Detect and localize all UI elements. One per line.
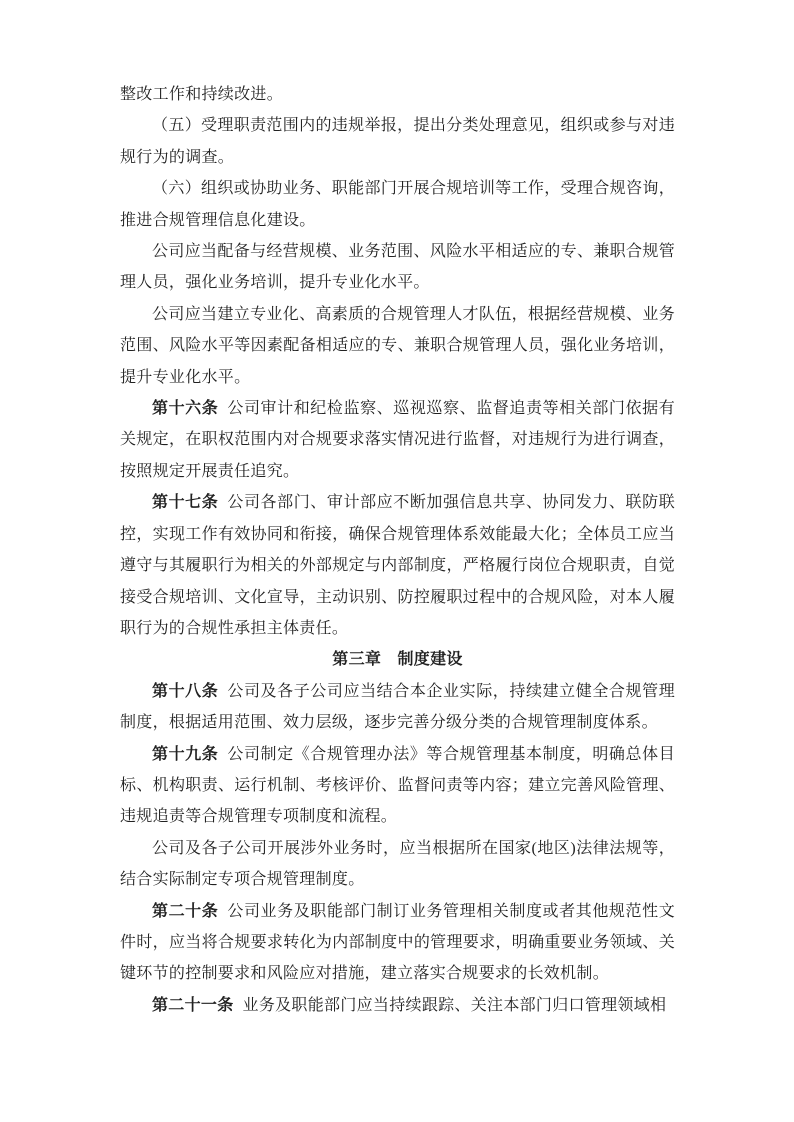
article-number: 第二十条 [152,902,219,920]
body-paragraph [120,833,675,896]
paragraph-text: 公司各部门、审计部应不断加强信息共享、协同发力、联防联控，实现工作有效协同和衔接，确保合规管理体系效能最大化；全体员工应当遵守与其履职行为相关的外部规定与内部制度，严格履行岗位合规职责，自觉接受合规培训、文化宣导，主动识别、防控履职过程中的合规风险，对本人履职行为的合规性承担主体责任。 [120,494,675,637]
chapter-heading [120,644,675,675]
body-paragraph [120,299,675,393]
body-paragraph [120,173,675,236]
article-paragraph [120,739,675,833]
paragraph-text: 公司制定《合规管理办法》等合规管理基本制度，明确总体目标、机构职责、运行机制、考核评价、监督问责等内容；建立完善风险管理、违规追责等合规管理专项制度和流程。 [120,745,675,826]
paragraph-text: 公司审计和纪检监察、巡视巡察、监督追责等相关部门依据有关规定，在职权范围内对合规要求落实情况进行监督，对违规行为进行调查，按照规定开展责任追究。 [120,400,675,480]
paragraph-text: 第三章 制度建设 [332,651,463,669]
paragraph-text: 公司应当配备与经营规模、业务范围、风险水平相适应的专、兼职合规管理人员，强化业务培训，提升专业化水平。 [120,243,675,292]
paragraph-text: 业务及职能部门应当持续跟踪、关注本部门归口管理领域相 [242,996,667,1014]
body-paragraph [120,79,675,110]
paragraph-text: 公司及各子公司开展涉外业务时，应当根据所在国家(地区)法律法规等，结合实际制定专项合规管理制度。 [120,839,675,889]
paragraph-text: （六）组织或协助业务、职能部门开展合规培训等工作，受理合规咨询，推进合规管理信息化建设。 [120,180,675,229]
article-number: 第十九条 [152,745,219,763]
article-number: 第十七条 [152,494,219,512]
body-paragraph [120,110,675,173]
article-number: 第十六条 [152,400,219,418]
paragraph-text: 整改工作和持续改进。 [120,86,284,103]
article-number: 第十八条 [152,682,219,700]
paragraph-text: 公司业务及职能部门制订业务管理相关制度或者其他规范性文件时，应当将合规要求转化为内部制度中的管理要求，明确重要业务领域、关键环节的控制要求和风险应对措施，建立落实合规要求的长效机制。 [120,902,675,983]
paragraph-text: （五）受理职责范围内的违规举报，提出分类处理意见，组织或参与对违规行为的调查。 [120,117,675,166]
body-paragraph [120,236,675,299]
article-paragraph [120,896,675,990]
paragraph-text: 公司及各子公司应当结合本企业实际，持续建立健全合规管理制度，根据适用范围、效力层级，逐步完善分级分类的合规管理制度体系。 [120,682,675,732]
article-paragraph [120,990,675,1021]
article-paragraph [120,676,675,739]
article-paragraph [120,487,675,644]
paragraph-text: 公司应当建立专业化、高素质的合规管理人才队伍，根据经营规模、业务范围、风险水平等因素配备相适应的专、兼职合规管理人员，强化业务培训，提升专业化水平。 [120,305,675,386]
article-paragraph [120,393,675,487]
article-number: 第二十一条 [152,996,234,1014]
document-content [120,79,675,1021]
